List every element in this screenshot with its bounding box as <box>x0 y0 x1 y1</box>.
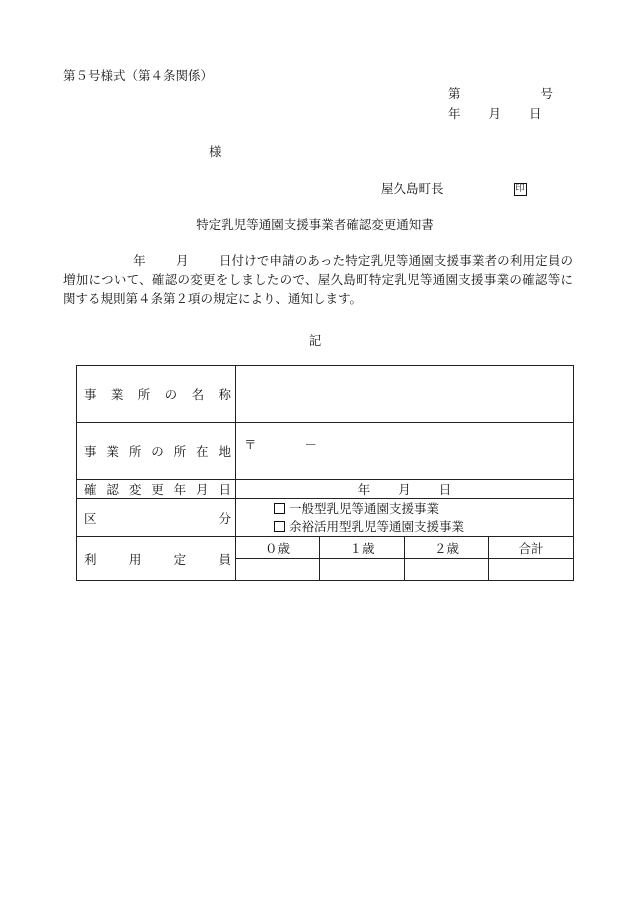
age-1-header: １歳 <box>320 537 405 559</box>
general-type-option[interactable]: 一般型乳児等通園支援事業 <box>274 500 573 518</box>
category-options <box>236 499 574 537</box>
office-address-row <box>77 423 574 480</box>
surplus-type-option[interactable]: 余裕活用型乳児等通園支援事業 <box>274 518 573 536</box>
capacity-header-row <box>77 537 574 559</box>
document-number-line <box>448 84 553 102</box>
document-title: 特定乳児等通園支援事業者確認変更通知書 <box>196 217 434 232</box>
postal-dash: － <box>304 437 318 452</box>
capacity-label: 利 用 定 員 <box>77 537 236 581</box>
issue-year-label: 年 <box>448 106 461 121</box>
change-date-row <box>77 480 574 499</box>
age-2-value[interactable] <box>405 559 489 581</box>
change-date-field[interactable]: 年 月 日 <box>236 480 574 499</box>
details-table <box>76 365 574 581</box>
postal-mark: 〒 <box>244 437 257 452</box>
office-address-field[interactable] <box>236 423 574 480</box>
office-name-label: 事 業 所 の 名 称 <box>77 366 236 423</box>
category-label: 区 分 <box>77 499 236 537</box>
issue-day-label: 日 <box>529 106 542 121</box>
body-text: 日付けで申請のあった特定乳児等通園支援事業者の利用定員の増加について、確認の変更をしましたので、屋久島町特定乳児等通園支援事業の確認等に関する規則第４条第２項の規定により、通知します。 <box>63 253 573 306</box>
gou-label: 号 <box>540 86 554 101</box>
office-name-field[interactable] <box>236 366 574 423</box>
category-row <box>77 499 574 537</box>
office-name-row <box>77 366 574 423</box>
mayor-title: 屋久島町長 <box>381 181 444 196</box>
form-number: 第５号様式（第４条関係） <box>63 68 214 83</box>
age-1-value[interactable] <box>320 559 405 581</box>
dai-label: 第 <box>448 86 461 101</box>
ki-heading: 記 <box>308 333 322 348</box>
total-header: 合計 <box>489 537 574 559</box>
issue-month-label: 月 <box>488 106 502 121</box>
checkbox-icon[interactable] <box>274 503 285 514</box>
office-address-label: 事 業 所 の 所 在 地 <box>77 423 236 480</box>
age-0-header: ０歳 <box>236 537 320 559</box>
checkbox-icon[interactable] <box>274 521 285 532</box>
body-month: 月 <box>175 253 189 268</box>
change-date-label: 確 認 変 更 年 月 日 <box>77 480 236 499</box>
age-0-value[interactable] <box>236 559 320 581</box>
age-2-header: ２歳 <box>405 537 489 559</box>
issue-date-line <box>448 104 542 122</box>
body-year: 年 <box>133 253 146 268</box>
addressee-sama: 様 <box>209 144 222 159</box>
body-paragraph <box>63 251 573 308</box>
seal-mark: 印 <box>515 184 525 194</box>
sender-line <box>381 179 527 197</box>
total-value[interactable] <box>489 559 574 581</box>
